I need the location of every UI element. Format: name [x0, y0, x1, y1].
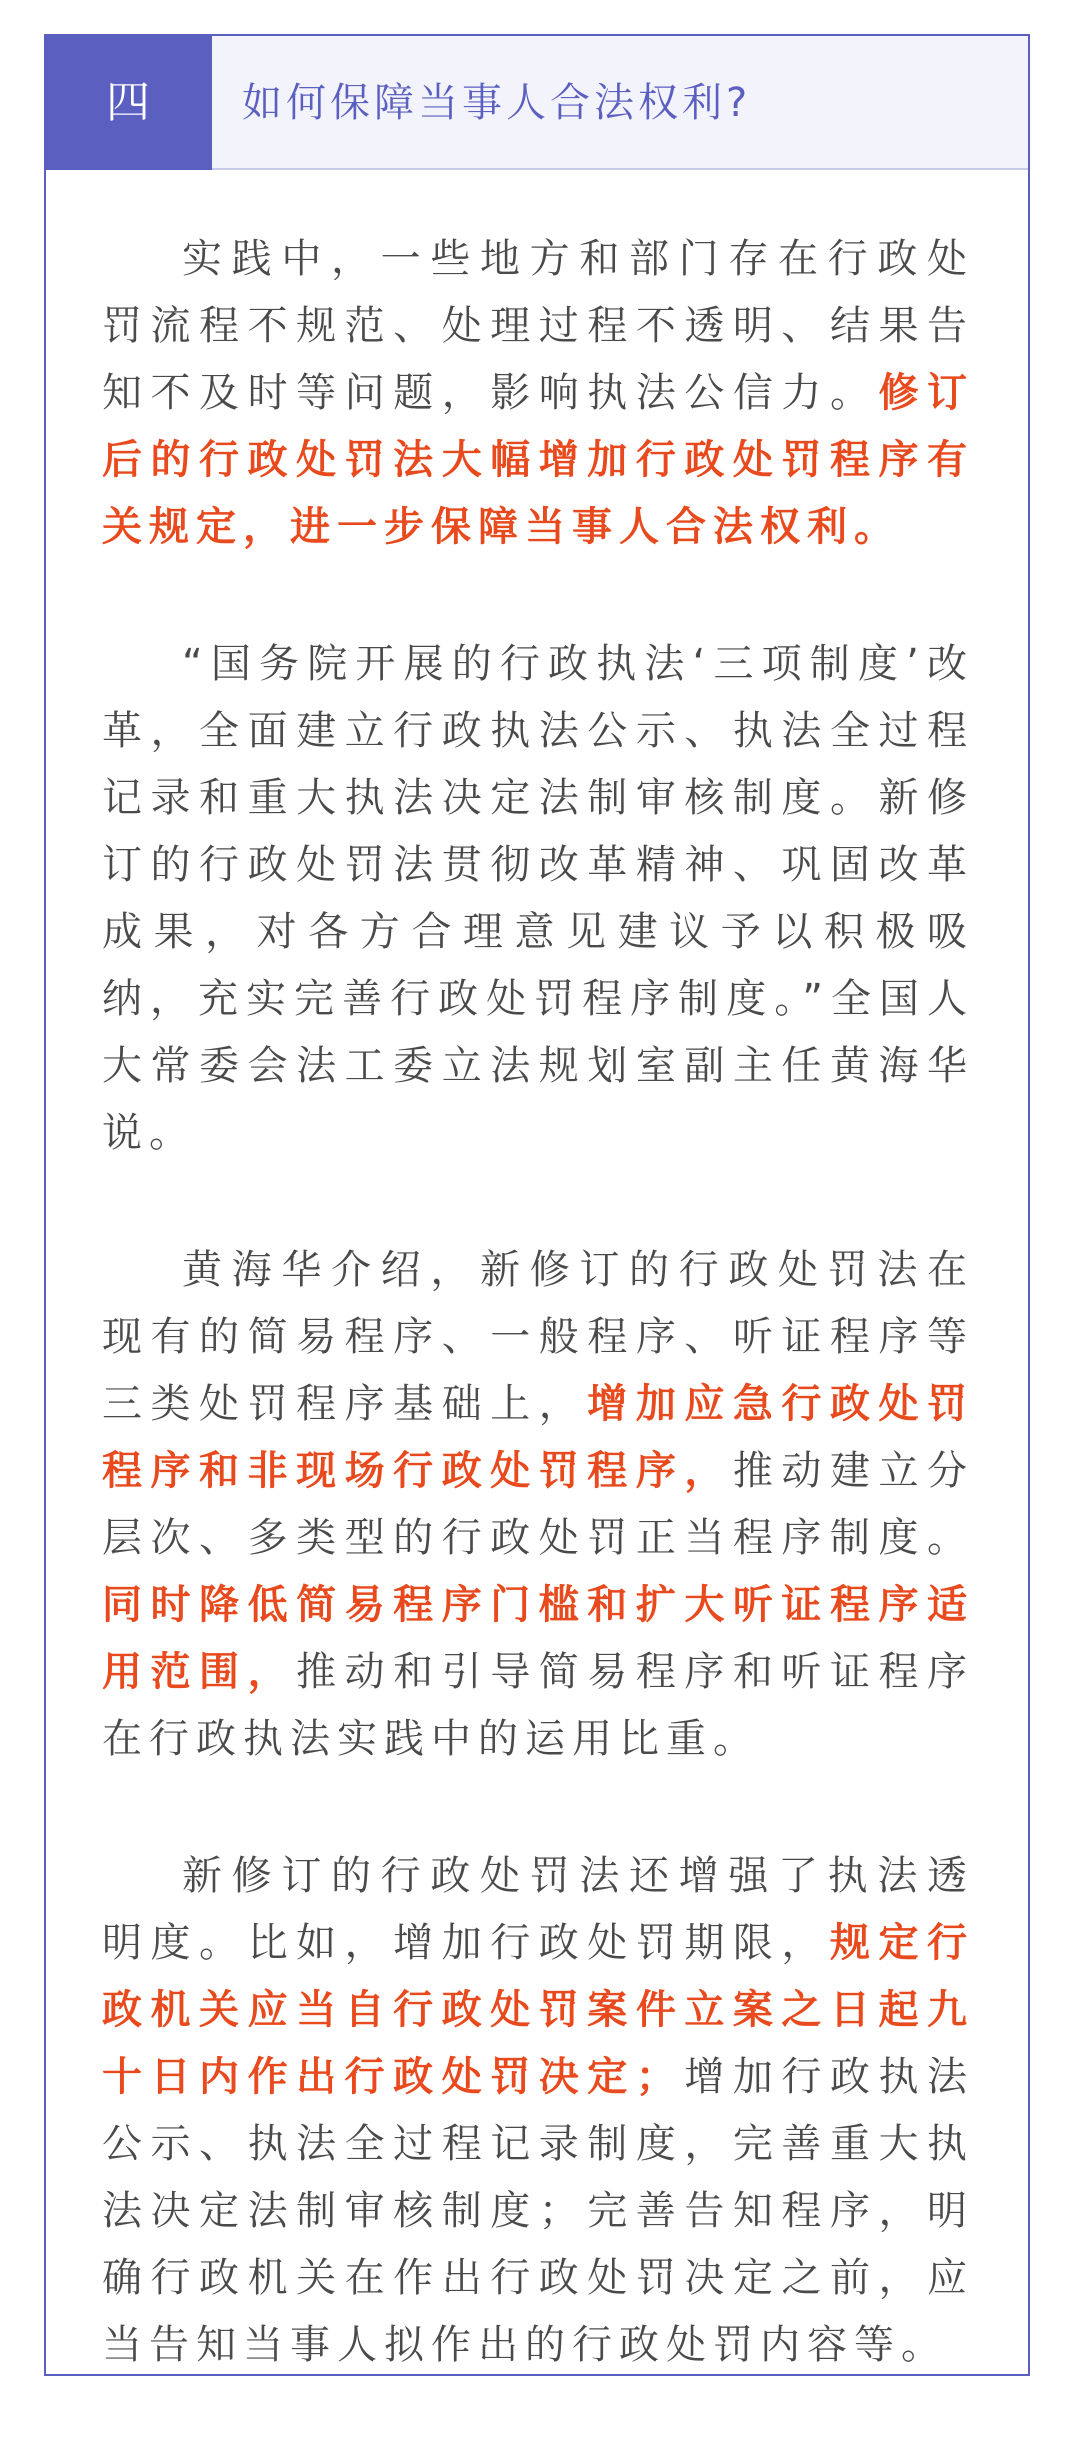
highlighted-text: 同时降低简易程序门槛和扩大听证程序适用范围，: [102, 1582, 974, 1695]
section-number-badge: 四: [46, 36, 212, 170]
paragraph-2: [102, 631, 974, 1167]
article-card: [44, 34, 1030, 2376]
paragraph-text: 推动建立分层次、多类型的行政处罚正当程序制度。: [102, 1448, 975, 1561]
section-title: 如何保障当事人合法权利?: [242, 80, 752, 126]
paragraph-text: 实践中，一些地方和部门存在行政处罚流程不规范、处理过程不透明、结果告知不及时等问题，影响执法公信力。: [102, 236, 974, 416]
paragraph-text: 黄海华介绍，新修订的行政处罚法在现有的简易程序、一般程序、听证程序等三类处罚程序基础上，: [102, 1247, 974, 1427]
paragraph-3: [102, 1237, 974, 1773]
highlighted-text: 修订后的行政处罚法大幅增加行政处罚程序有关规定，进一步保障当事人合法权利。: [102, 370, 975, 550]
highlighted-text: 规定行政机关应当自行政处罚案件立案之日起九十日内作出行政处罚决定；: [102, 1920, 975, 2100]
paragraph-text: 增加行政执法公示、执法全过程记录制度，完善重大执法决定法制审核制度；完善告知程序，明确行政机关在作出行政处罚决定之前，应当告知当事人拟作出的行政处罚内容等。: [102, 2054, 975, 2368]
highlighted-text: 增加应急行政处罚程序和非现场行政处罚程序，: [102, 1381, 975, 1494]
paragraph-text: 推动和引导简易程序和听证程序在行政执法实践中的运用比重。: [102, 1649, 975, 1762]
paragraph-1: [102, 226, 974, 561]
section-header: [46, 36, 1028, 170]
article-body: [102, 226, 974, 2449]
paragraph-text: “国务院开展的行政执法‘三项制度’改革，全面建立行政执法公示、执法全过程记录和重大执法决定法制审核制度。新修订的行政处罚法贯彻改革精神、巩固改革成果，对各方合理意见建议予以积极吸纳，充实完善行政处罚程序制度。”全国人大常委会法工委立法规划室副主任黄海华说。: [102, 641, 974, 1156]
paragraph-text: 新修订的行政处罚法还增强了执法透明度。比如，增加行政处罚期限，: [102, 1853, 974, 1966]
paragraph-4: [102, 1843, 974, 2379]
